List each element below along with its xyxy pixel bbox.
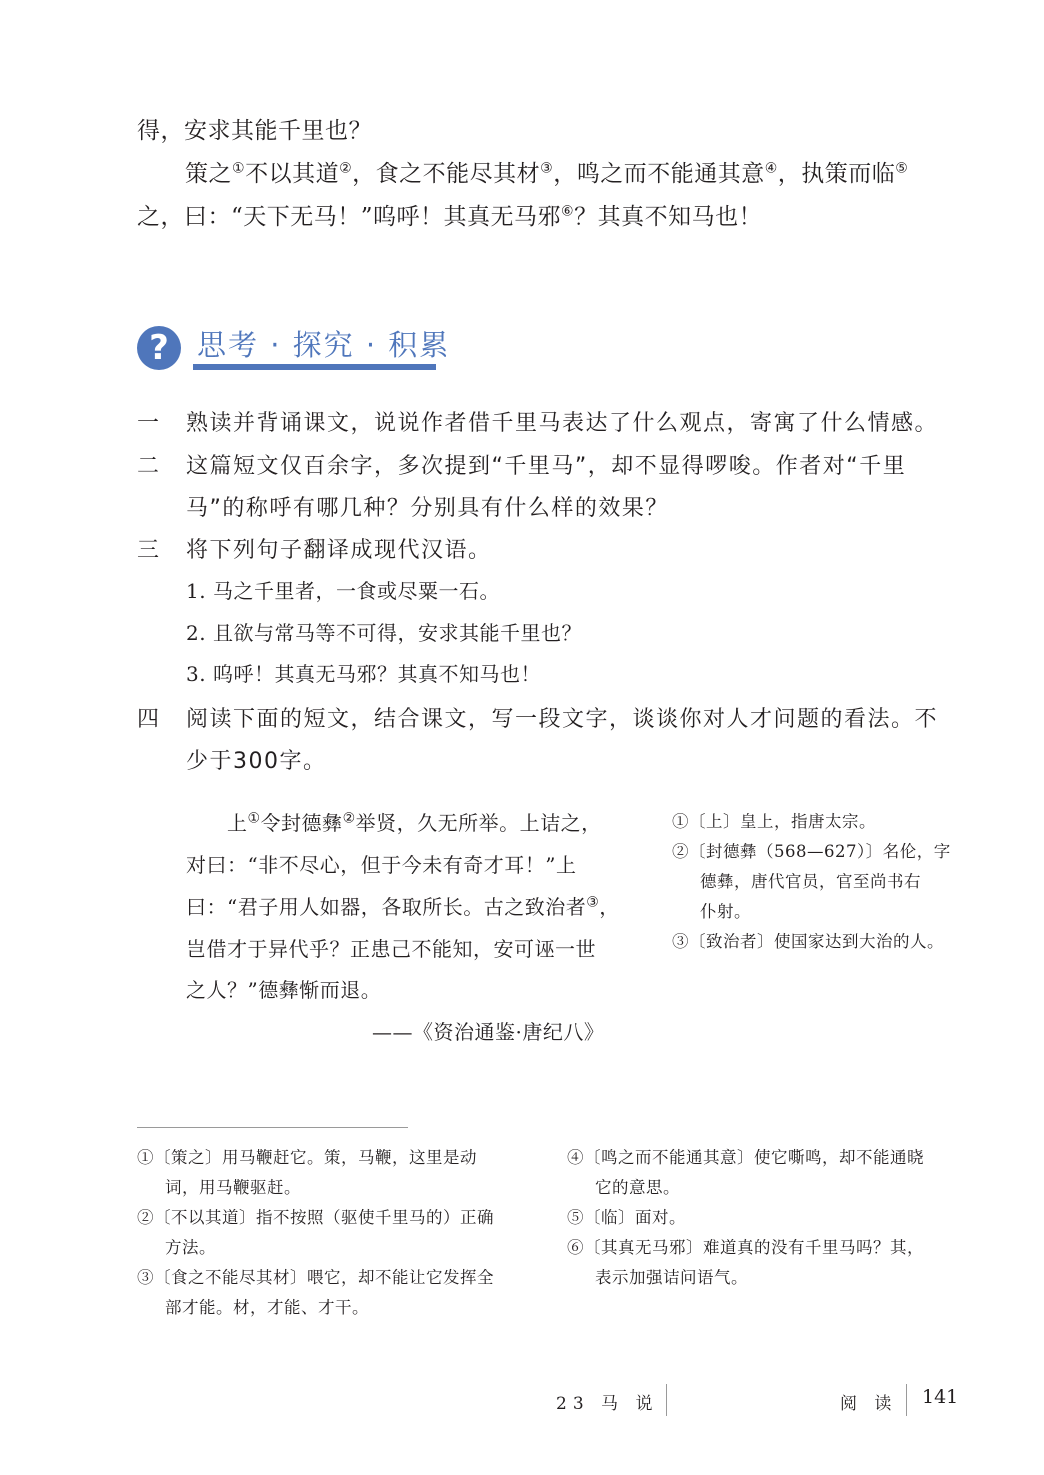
footnote-2-cont: 方法。 [165, 1238, 216, 1257]
question-mark-icon: ? [137, 326, 181, 370]
question-3-number: 三 [137, 538, 160, 563]
question-4-text-line-1: 阅读下面的短文，结合课文，写一段文字，谈谈你对人才问题的看法。不 [186, 707, 939, 732]
excerpt-source: ——《资治通鉴·唐纪八》 [372, 1020, 605, 1044]
footnote-2: ②〔不以其道〕指不按照（驱使千里马的）正确 [137, 1208, 494, 1227]
question-3-item-3: 3. 呜呼！其真无马邪？其真不知马也！ [186, 662, 541, 686]
footer-divider [906, 1384, 907, 1416]
excerpt-line-1: 上①令封德彝②举贤，久无所举。上诘之， [227, 810, 602, 835]
question-4-text-line-2: 少于300字。 [186, 749, 327, 774]
question-3-item-2: 2. 且欲与常马等不可得，安求其能千里也？ [186, 621, 582, 645]
question-1-text: 熟读并背诵课文，说说作者借千里马表达了什么观点，寄寓了什么情感。 [186, 411, 939, 436]
excerpt-note-1: ①〔上〕皇上，指唐太宗。 [672, 812, 876, 831]
section-title-underline [193, 364, 436, 370]
excerpt-note-3: ③〔致治者〕使国家达到大治的人。 [672, 932, 944, 951]
footnote-ref-2[interactable]: ② [339, 160, 353, 177]
footnote-4: ④〔鸣之而不能通其意〕使它嘶鸣，却不能通晓 [567, 1148, 924, 1167]
footnote-1: ①〔策之〕用马鞭赶它。策，马鞭，这里是动 [137, 1148, 477, 1167]
footnote-3-cont: 部才能。材，才能、才干。 [165, 1298, 369, 1317]
footnote-ref-6[interactable]: ⑥ [561, 203, 575, 220]
question-2-text-line-2: 马”的称呼有哪几种？分别具有什么样的效果？ [186, 496, 669, 521]
excerpt-ref-1[interactable]: ① [247, 810, 261, 827]
excerpt-line-4: 岂借才于异代乎？正患己不能知，安可诬一世 [186, 937, 596, 961]
passage-line-2: 策之①不以其道②，食之不能尽其材③，鸣之而不能通其意④，执策而临⑤ [185, 160, 909, 187]
footnote-3: ③〔食之不能尽其材〕喂它，却不能让它发挥全 [137, 1268, 494, 1287]
footnote-6: ⑥〔其真无马邪〕难道真的没有千里马吗？其， [567, 1238, 924, 1257]
section-title: 思考 · 探究 · 积累 [197, 328, 451, 362]
footnote-6-cont: 表示加强诘问语气。 [595, 1268, 748, 1287]
question-2-number: 二 [137, 454, 160, 479]
footnote-1-cont: 词，用马鞭驱赶。 [165, 1178, 301, 1197]
page-number: 141 [922, 1386, 959, 1408]
excerpt-line-3: 曰：“君子用人如器，各取所长。古之致治者③， [186, 894, 620, 919]
passage-line-3: 之，曰：“天下无马！”呜呼！其真无马邪⑥？其真不知马也！ [137, 203, 763, 230]
footnote-ref-4[interactable]: ④ [764, 160, 778, 177]
excerpt-note-2-cont: 仆射。 [700, 902, 751, 921]
excerpt-note-2-cont: 德彝，唐代官员，官至尚书右 [700, 872, 921, 891]
footnote-ref-3[interactable]: ③ [540, 160, 554, 177]
footnote-4-cont: 它的意思。 [595, 1178, 680, 1197]
passage-line-1: 得，安求其能千里也？ [137, 118, 372, 144]
footer-section: 阅 读 [840, 1394, 898, 1414]
excerpt-note-2: ②〔封德彝（568—627）〕名伦，字 [672, 842, 951, 861]
footer-lesson-title: 23 马 说 [556, 1394, 659, 1414]
question-2-text-line-1: 这篇短文仅百余字，多次提到“千里马”，却不显得啰唆。作者对“千里 [186, 454, 907, 479]
question-3-item-1: 1. 马之千里者，一食或尽粟一石。 [186, 579, 500, 603]
footnote-divider [137, 1127, 408, 1128]
question-4-number: 四 [137, 707, 160, 732]
footnote-ref-5[interactable]: ⑤ [895, 160, 909, 177]
excerpt-line-2: 对曰：“非不尽心，但于今未有奇才耳！”上 [186, 853, 577, 877]
excerpt-ref-2[interactable]: ② [342, 810, 356, 827]
footer-divider [666, 1384, 667, 1416]
question-3-text: 将下列句子翻译成现代汉语。 [186, 538, 492, 563]
excerpt-ref-3[interactable]: ③ [586, 894, 600, 911]
footnote-5: ⑤〔临〕面对。 [567, 1208, 686, 1227]
footnote-ref-1[interactable]: ① [232, 160, 246, 177]
question-1-number: 一 [137, 411, 160, 436]
excerpt-line-5: 之人？”德彝惭而退。 [186, 978, 382, 1002]
